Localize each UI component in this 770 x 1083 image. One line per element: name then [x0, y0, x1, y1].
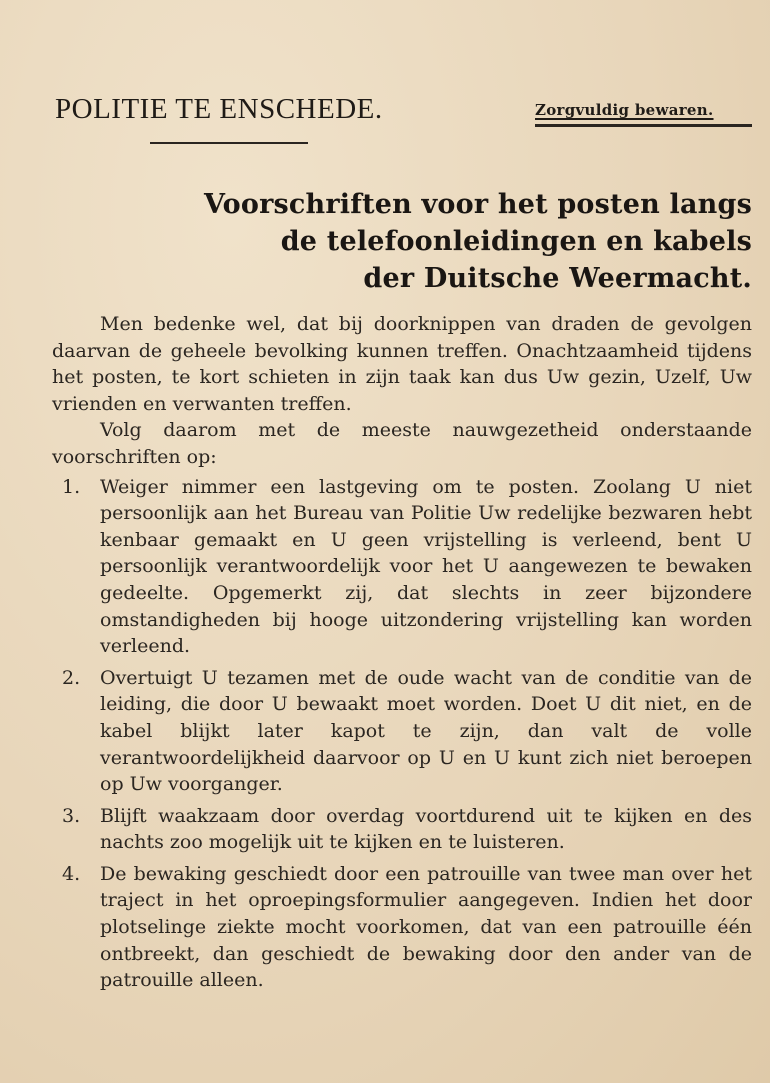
list-item	[52, 803, 752, 856]
title-line: der Duitsche Weermacht.	[363, 263, 752, 294]
instruction-list	[52, 474, 752, 994]
list-item	[52, 474, 752, 660]
item-text: Weiger nimmer een lastgeving om te posten. Zoolang U niet persoonlijk aan het Bureau van Politie Uw redelijke bezwaren hebt kenbaar gemaakt en U geen vrijstelling is verleend, bent U persoonlijk verantwoordelijk voor het U aangewezen te bewaken gedeelte. Opgemerkt zij, dat slechts in zeer bijzondere omstandigheden bij hooge uitzondering vrijstelling kan worden verleend.	[100, 475, 752, 658]
item-number: 1.	[62, 475, 81, 498]
intro-paragraph-1: Men bedenke wel, dat bij doorknippen van draden de gevolgen daarvan de geheele bevolking kunnen treffen. Onachtzaamheid tijdens het posten, te kort schieten in zijn taak kan dus Uw gezin, Uzelf, Uw vrienden en verwanten treffen.	[52, 313, 752, 415]
title-line: de telefoonleidingen en kabels	[280, 226, 752, 257]
document-body	[52, 311, 752, 999]
police-header: POLITIE TE ENSCHEDE.	[55, 93, 383, 125]
item-text: De bewaking geschiedt door een patrouille van twee man over het traject in het oproepingsformulier aangegeven. Indien het door plotselinge ziekte mocht voorkomen, dat van een patrouille één ontbreekt, dan geschiedt de bewaking door den ander van de patrouille alleen.	[100, 862, 752, 992]
item-number: 3.	[62, 804, 81, 827]
title-line: Voorschriften voor het posten langs	[203, 189, 752, 220]
keep-notice: Zorgvuldig bewaren.	[535, 101, 714, 119]
list-item	[52, 665, 752, 798]
item-number: 2.	[62, 666, 81, 689]
item-text: Overtuigt U tezamen met de oude wacht van de conditie van de leiding, die door U bewaakt moet worden. Doet U dit niet, en de kabel blijkt later kapot te zijn, dan valt de volle verantwoordelijkheid daarvoor op U en U kunt zich niet beroepen op Uw voorganger.	[100, 666, 752, 796]
intro-paragraph-2: Volg daarom met de meeste nauwgezetheid onderstaande voorschriften op:	[52, 419, 752, 468]
item-text: Blijft waakzaam door overdag voortdurend uit te kijken en des nachts zoo mogelijk uit te kijken en te luisteren.	[100, 804, 752, 854]
header-divider	[150, 142, 308, 144]
document-title	[152, 186, 752, 297]
list-item	[52, 861, 752, 994]
keep-notice-underline	[535, 124, 752, 127]
item-number: 4.	[62, 862, 81, 885]
